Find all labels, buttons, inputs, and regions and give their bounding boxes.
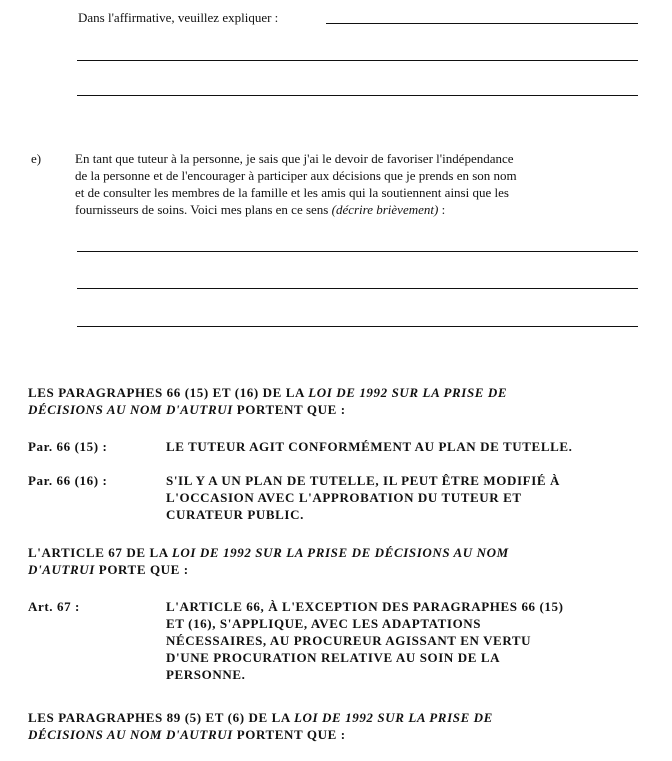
notice-heading [28, 709, 648, 743]
provision-line: NÉCESSAIRES, AU PROCUREUR AGISSANT EN VERTU [166, 633, 532, 648]
item-e-text [75, 150, 645, 218]
explain-prompt: Dans l'affirmative, veuillez expliquer : [78, 10, 279, 25]
law-title: LOI DE 1992 SUR LA PRISE DE DÉCISIONS AU NOM [171, 545, 509, 560]
notice-text: PORTE QUE : [94, 562, 189, 577]
provision-line: LE TUTEUR AGIT CONFORMÉMENT AU PLAN DE TUTELLE. [166, 439, 573, 454]
law-title: D'AUTRUI [28, 562, 95, 577]
answer-line[interactable] [326, 23, 638, 24]
provision-label: Par. 66 (16) : [28, 473, 108, 488]
provision-line: D'UNE PROCURATION RELATIVE AU SOIN DE LA [166, 650, 501, 665]
item-e-line: et de consulter les membres de la famille et les amis qui la soutiennent ainsi que les [75, 185, 509, 200]
item-e-last-end: : [438, 202, 446, 217]
item-e-italic: (décrire brièvement) [331, 202, 439, 217]
law-title: LOI DE 1992 SUR LA PRISE DE [308, 385, 508, 400]
provision-text [166, 438, 646, 455]
provision-line: CURATEUR PUBLIC. [166, 507, 304, 522]
answer-line[interactable] [77, 251, 638, 252]
provision-line: S'IL Y A UN PLAN DE TUTELLE, IL PEUT ÊTRE MODIFIÉ À [166, 473, 560, 488]
notice-heading [28, 384, 648, 418]
answer-line[interactable] [77, 326, 638, 327]
provision-line: PERSONNE. [166, 667, 246, 682]
answer-line[interactable] [77, 60, 638, 61]
notice-text: LES PARAGRAPHES 66 (15) ET (16) DE LA [28, 385, 309, 400]
notice-text: PORTENT QUE : [232, 402, 346, 417]
notice-text: L'ARTICLE 67 DE LA [28, 545, 172, 560]
item-e-line: de la personne et de l'encourager à participer aux décisions que je prends en son nom [75, 168, 517, 183]
provision-label: Par. 66 (15) : [28, 439, 108, 454]
provision-line: L'ARTICLE 66, À L'EXCEPTION DES PARAGRAPHES 66 (15) [166, 599, 564, 614]
item-e-line [75, 201, 645, 218]
provision-line: ET (16), S'APPLIQUE, AVEC LES ADAPTATIONS [166, 616, 482, 631]
provision-label: Art. 67 : [28, 599, 80, 614]
law-title: DÉCISIONS AU NOM D'AUTRUI [28, 727, 233, 742]
answer-line[interactable] [77, 95, 638, 96]
item-e-last-start: fournisseurs de soins. Voici mes plans en ce sens [75, 202, 332, 217]
notice-heading [28, 544, 648, 578]
provision-text [166, 598, 646, 683]
answer-line[interactable] [77, 288, 638, 289]
item-marker: e) [31, 151, 42, 166]
provision-text [166, 472, 646, 523]
item-e-line: En tant que tuteur à la personne, je sais que j'ai le devoir de favoriser l'indépendance [75, 151, 514, 166]
law-title: DÉCISIONS AU NOM D'AUTRUI [28, 402, 233, 417]
law-title: LOI DE 1992 SUR LA PRISE DE [293, 710, 493, 725]
notice-text: PORTENT QUE : [232, 727, 346, 742]
provision-line: L'OCCASION AVEC L'APPROBATION DU TUTEUR ET [166, 490, 522, 505]
notice-text: LES PARAGRAPHES 89 (5) ET (6) DE LA [28, 710, 294, 725]
